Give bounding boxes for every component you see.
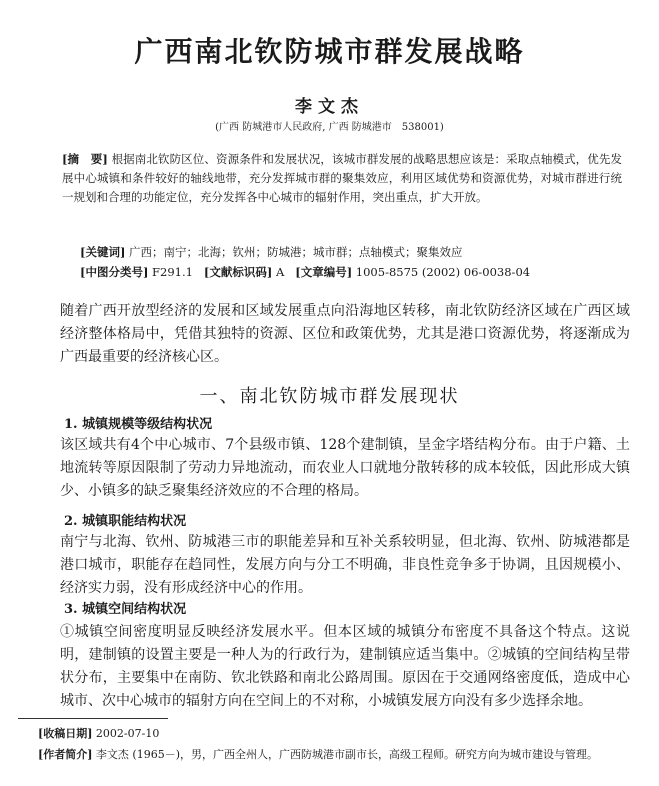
footnote-divider bbox=[18, 718, 168, 719]
received-label: [收稿日期] bbox=[38, 727, 93, 740]
author-bio-note bbox=[38, 745, 638, 764]
subsection-heading-2: 2. 城镇职能结构状况 bbox=[64, 514, 187, 529]
subsection-paragraph-3: ①城镇空间密度明显反映经济发展水平。但本区域的城镇分布密度不具备这个特点。这说明，建制镇的设置主要是一种人为的行政行为，建制镇应适当集中。②城镇的空间结构呈带状分布，主要集中在南防、钦北铁路和南北公路周围。原因在于交通网络密度低，造成中心城市、次中心城市的辐射方向在空间上的不对称，小城镇发展方向没有多少选择余地。 bbox=[60, 624, 630, 709]
subsection-heading-1: 1. 城镇规模等级结构状况 bbox=[64, 417, 213, 432]
clc-label: [中图分类号] bbox=[80, 265, 149, 279]
author-name: 李文杰 bbox=[295, 97, 364, 117]
doc-code-value: A bbox=[275, 265, 285, 279]
article-number-value: 1005-8575 (2002) 06-0038-04 bbox=[355, 265, 531, 279]
section-heading: 一、南北钦防城市群发展现状 bbox=[199, 386, 460, 407]
bio-text: 李文杰 (1965－)，男，广西全州人，广西防城港市副市长，高级工程师。研究方向为城市建设与管理。 bbox=[95, 748, 598, 761]
keywords-text: 广西；南宁；北海；钦州；防城港；城市群；点轴模式；聚集效应 bbox=[129, 245, 463, 259]
subsection-heading-3: 3. 城镇空间结构状况 bbox=[64, 602, 187, 617]
clc-value: F291.1 bbox=[152, 265, 193, 279]
intro-paragraph: 随着广西开放型经济的发展和区域发展重点向沿海地区转移，南北钦防经济区域在广西区域经济整体格局中，凭借其独特的资源、区位和政策优势，尤其是港口资源优势，将逐渐成为广西最重要的经济核心区。 bbox=[60, 303, 630, 365]
article-number-label: [文章编号] bbox=[295, 265, 353, 279]
paper-title: 广西南北钦防城市群发展战略 bbox=[134, 35, 525, 68]
abstract-label: [摘 要] bbox=[62, 152, 108, 166]
doc-code-label: [文献标识码] bbox=[203, 265, 273, 279]
received-value: 2002-07-10 bbox=[95, 727, 160, 740]
abstract-text: 根据南北钦防区位、资源条件和发展状况，该城市群发展的战略思想应该是：采取点轴模式，优先发展中心城镇和条件较好的轴线地带，充分发挥城市群的聚集效应，利用区域优势和资源优势，对城市群进行统一规划和合理的功能定位，充分发挥各中心城市的辐射作用，突出重点，扩大开放。 bbox=[62, 152, 622, 204]
abstract bbox=[62, 150, 622, 207]
author-affiliation: (广西 防城港市人民政府, 广西 防城港市 538001) bbox=[215, 122, 444, 133]
subsection-paragraph-1: 该区域共有4个中心城市、7个县级市镇、128个建制镇，呈金字塔结构分布。由于户籍、土地流转等原因限制了劳动力异地流动，而农业人口就地分散转移的成本较低，因此形成大镇少、小镇多的缺乏聚集经济效应的不合理的格局。 bbox=[60, 437, 630, 499]
classification-line bbox=[80, 264, 530, 280]
subsection-paragraph-2: 南宁与北海、钦州、防城港三市的职能差异和互补关系较明显，但北海、钦州、防城港都是港口城市，职能存在趋同性，发展方向与分工不明确，非良性竞争多于协调，且因规模小、经济实力弱，没有形成经济中心的作用。 bbox=[60, 534, 630, 596]
received-date-note bbox=[38, 725, 159, 741]
keywords-label: [关键词] bbox=[80, 245, 126, 259]
bio-label: [作者简介] bbox=[38, 748, 93, 761]
keywords bbox=[80, 244, 463, 260]
